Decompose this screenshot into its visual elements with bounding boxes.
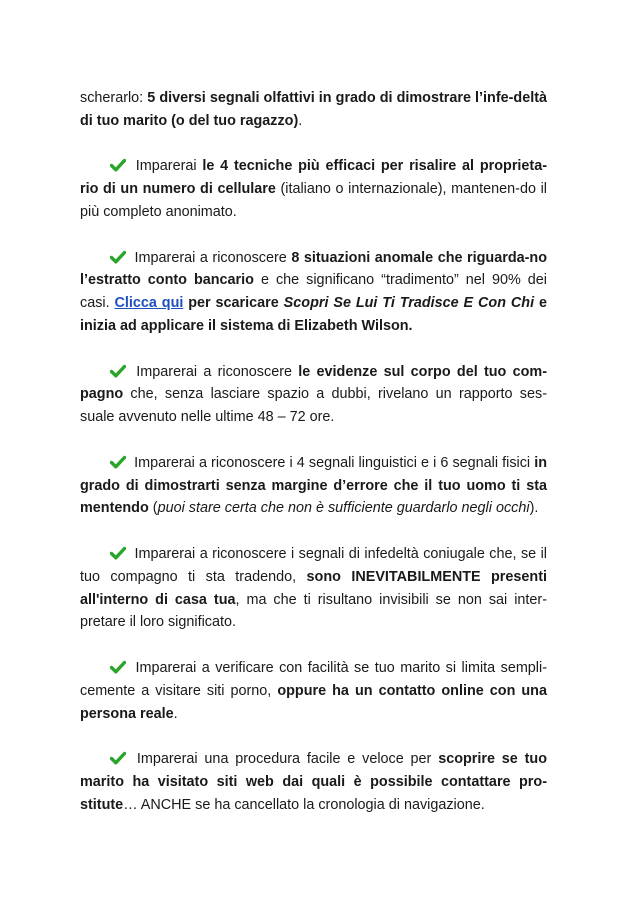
list-item (80, 361, 547, 429)
text-run: Imparerai una procedura facile e veloce per (136, 751, 439, 768)
green-check-icon (110, 364, 126, 378)
intro-paragraph (80, 87, 547, 133)
text-run: scoprire se tuo marito ha visitato siti web dai quali è possibile contattare pro-stitute (80, 751, 548, 813)
paragraph-gap (80, 520, 547, 543)
text-run: puoi stare certa che non è sufficiente guardarlo negli occhi (157, 500, 530, 517)
green-check-icon (110, 751, 126, 765)
text-run: 5 diversi segnali olfattivi in grado di dimostrare l’infe-deltà di tuo marito (o del tuo ragazzo) (80, 90, 548, 129)
text-run: sono INEVITABILMENTE presenti all'interno di casa tua (80, 568, 548, 608)
paragraph-gap (80, 634, 547, 657)
text-run: scherarlo: (80, 90, 148, 106)
list-item (80, 452, 547, 520)
text-run: Imparerai a riconoscere i segnali di infedeltà coniugale che, se il tuo compagno ti sta tradendo, (80, 545, 548, 585)
text-run: Imparerai a verificare con facilità se tuo marito si limita sempli-cemente a visitare siti porno, (80, 659, 547, 699)
green-check-icon (110, 660, 126, 674)
text-run: le 4 tecniche più efficaci per risalire al proprieta-rio di un numero di cellulare (80, 158, 548, 198)
text-run: Imparerai a riconoscere (134, 249, 292, 266)
text-run: Imparerai a riconoscere i 4 segnali linguistici e i 6 segnali fisici (134, 454, 535, 471)
green-check-icon (110, 546, 126, 560)
text-run: per scaricare (188, 295, 284, 312)
text-run: 8 situazioni anomale che riguarda-no l’estratto conto bancario (80, 249, 547, 289)
text-run: oppure ha un contatto online con una persona reale (80, 682, 547, 722)
list-item (80, 155, 547, 223)
benefit-list (80, 133, 547, 817)
list-item (80, 543, 547, 634)
text-run: e che significano “tradimento” nel 90% dei casi. (80, 272, 547, 312)
paragraph-gap (80, 338, 547, 361)
text-run: Imparerai (135, 158, 203, 175)
text-run: . (298, 112, 303, 129)
list-item (80, 247, 547, 338)
document-page (80, 87, 547, 817)
text-run: in grado di dimostrarti senza margine d’errore che il tuo uomo ti sta mentendo (80, 454, 548, 517)
text-run: ). (529, 500, 539, 517)
text-run: (italiano o internazionale), mantenen-do il più completo anonimato. (80, 181, 547, 220)
text-run: le evidenze sul corpo del tuo com-pagno (80, 363, 547, 403)
text-run: Imparerai a riconoscere (136, 363, 299, 380)
text-run: . (173, 705, 178, 722)
text-run: … ANCHE se ha cancellato la cronologia di navigazione. (123, 796, 485, 813)
green-check-icon (110, 455, 126, 469)
text-run: ( (148, 500, 158, 517)
paragraph-gap (80, 725, 547, 748)
text-run: Scopri Se Lui Ti Tradisce E Con Chi (283, 295, 535, 312)
list-item (80, 748, 547, 816)
list-item (80, 657, 547, 725)
paragraph-gap (80, 133, 547, 156)
text-run: , ma che ti risultano invisibili se non sai inter-pretare il loro significato. (80, 591, 547, 631)
green-check-icon (110, 158, 126, 172)
paragraph-gap (80, 429, 547, 452)
green-check-icon (110, 250, 126, 264)
paragraph-gap (80, 224, 547, 247)
download-link[interactable]: Clicca qui (114, 295, 184, 312)
text-run: e inizia ad applicare il sistema di Elizabeth Wilson. (80, 295, 547, 334)
text-run: che, senza lasciare spazio a dubbi, rivelano un rapporto ses-suale avvenuto nelle ultime 48 – 72 ore. (80, 386, 547, 426)
